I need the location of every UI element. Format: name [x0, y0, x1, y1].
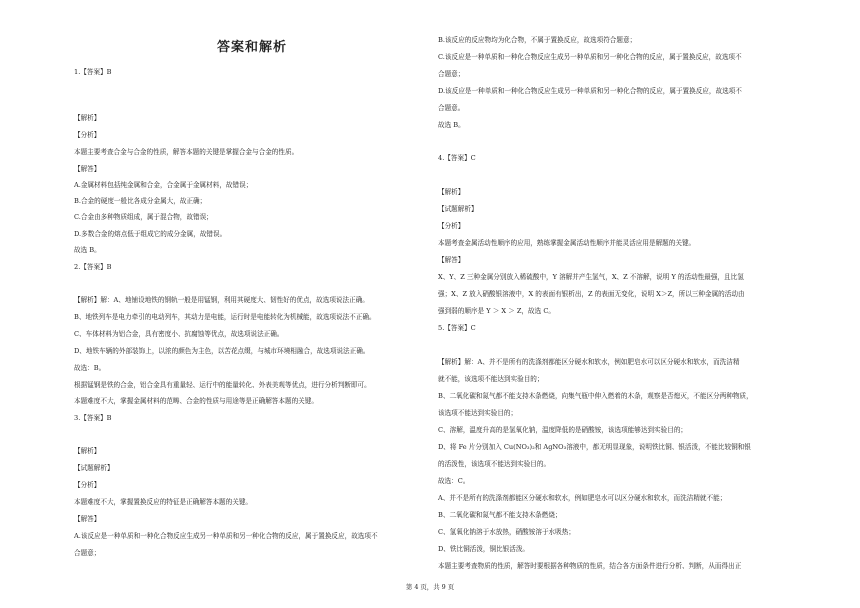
text-line: 本题难度不大，掌握置换反应的特征是正确解答本题的关键。 — [74, 498, 253, 506]
text-line: 4.【答案】C — [438, 154, 476, 162]
text-line: 【解答】 — [74, 165, 101, 173]
page-title: 答案和解析 — [216, 40, 287, 55]
text-line: C.合金由多种物质组成，属于混合物，故错误； — [74, 213, 213, 221]
text-line: 【试题解析】 — [74, 464, 114, 472]
text-line: 强；X、Z 放入硝酸银溶液中，X 的表面有银析出，Z 的表面无变化，说明 X＞Z，所以三种金属的活动由 — [438, 290, 745, 298]
text-line: 【解析】解：A、地铺设地铁的钢轨一般是用锰钢，利用其硬度大、韧性好的优点，故选项说法正确。 — [74, 296, 369, 304]
text-line: 【解答】 — [74, 515, 101, 523]
text-line: C、氢氧化钠溶于水放热，硝酸铵溶于水吸热； — [438, 528, 575, 536]
text-line: 【分析】 — [74, 131, 101, 139]
text-line: X、Y、Z 三种金属分别放入稀硫酸中，Y 溶解并产生氢气，X、Z 不溶解，说明 Y 的活动性最强，且比氢 — [438, 273, 744, 281]
text-line: 故选 B。 — [74, 246, 101, 254]
text-line: 2.【答案】B — [74, 263, 112, 271]
text-line: 1.【答案】B — [74, 68, 112, 76]
text-line: C、溶解，温度升高的是氢氧化钠，温度降低的是硝酸铵，该选项能够达到实验目的； — [438, 426, 688, 434]
text-line: 本题主要考查物质的性质，解答时要根据各种物质的性质，结合各方面条件进行分析、判断，从而得出正 — [438, 562, 742, 570]
text-line: B.合金的硬度一般比各成分金属大，故正确； — [74, 197, 207, 205]
text-line: D、将 Fe 片分别加入 Cu(NO₃)₂和 AgNO₃溶液中，都无明显现象，说明铁比铜、银活泼，不能比较铜和银 — [438, 443, 751, 451]
text-line: 【分析】 — [74, 481, 101, 489]
text-line: 【解析】解：A、并不是所有的洗涤剂都能区分硬水和软水，例如肥皂水可以区分硬水和软水，而洗洁精 — [438, 358, 740, 366]
text-line: 本题考查金属活动性顺序的应用，熟练掌握金属活动性顺序并能灵活应用是解题的关键。 — [438, 239, 696, 247]
text-line: C、车体材料为铝合金，具有密度小、抗腐蚀等优点，故选项说法正确。 — [74, 330, 284, 338]
text-line: 本题难度不大，掌握金属材料的范畴、合金的性质与用途等是正确解答本题的关键。 — [74, 397, 318, 405]
text-line: 【分析】 — [438, 222, 465, 230]
text-line: B、地铁列车是电力牵引的电动列车，其动力是电能，运行时是电能转化为机械能，故选项说法不正确。 — [74, 313, 376, 321]
text-line: 根据锰钢是铁的合金，铝合金具有重量轻、运行中的能量转化、外表美观等优点，进行分析判断即可。 — [74, 381, 371, 389]
text-line: 3.【答案】B — [74, 414, 112, 422]
text-line: 【试题解析】 — [438, 205, 478, 213]
text-line: D.多数合金的熔点低于组成它的成分金属，故错误。 — [74, 230, 227, 238]
text-line: A.金属材料包括纯金属和合金，合金属于金属材料，故错误； — [74, 181, 253, 189]
text-line: 强到弱的顺序是 Y ＞ X ＞ Z，故选 C。 — [438, 307, 555, 315]
text-line: D、地铁车辆的外部装饰上，以浓的颜色为主色，以苦花点缀，与城市环境相融合，故选项说法正确。 — [74, 347, 370, 355]
text-line: 合题意。 — [438, 104, 465, 112]
text-line: 故选：C。 — [438, 477, 470, 485]
text-line: 5.【答案】C — [438, 324, 476, 332]
page-footer: 第 4 页，共 9 页 — [405, 583, 455, 591]
text-line: 【解析】 — [74, 447, 101, 455]
text-line: 就不能，该选项不能达到实验目的； — [438, 375, 544, 383]
text-line: D、铁比铜活泼，铜比银活泼。 — [438, 545, 530, 553]
text-line: D.该反应是一种单质和一种化合物反应生成另一种单质和另一种化合物的反应，属于置换反应，故选项不 — [438, 87, 742, 95]
text-line: B、二氧化碳和氮气都不能支持木条燃烧，向集气瓶中伸入燃着的木条，观察是否熄灭，不能区分两种物质， — [438, 392, 753, 400]
text-line: A.该反应是一种单质和一种化合物反应生成另一种单质和另一种化合物的反应，属于置换反应，故选项不 — [74, 532, 378, 540]
text-line: 【解答】 — [438, 256, 465, 264]
text-line: 故选 B。 — [438, 121, 465, 129]
text-line: 本题主要考查合金与合金的性质，解答本题的关键是掌握合金与合金的性质。 — [74, 148, 299, 156]
text-line: 合题意； — [438, 70, 465, 78]
text-line: 【解析】 — [74, 114, 101, 122]
text-line: B.该反应的反应物均为化合物，不属于置换反应，故选项符合题意； — [438, 36, 637, 44]
text-line: C.该反应是一种单质和一种化合物反应生成另一种单质和另一种化合物的反应，属于置换反应，故选项不 — [438, 53, 742, 61]
text-line: A、并不是所有的洗涤剂都能区分硬水和软水，例如肥皂水可以区分硬水和软水，而洗洁精就不能； — [438, 494, 727, 502]
text-line: 该选项不能达到实验目的； — [438, 409, 518, 417]
text-line: 【解析】 — [438, 188, 465, 196]
text-line: B、二氧化碳和氮气都不能支持木条燃烧； — [438, 511, 562, 519]
text-line: 的活泼性，该选项不能达到实验目的。 — [438, 460, 551, 468]
text-line: 故选：B。 — [74, 364, 106, 372]
text-line: 合题意； — [74, 549, 101, 557]
